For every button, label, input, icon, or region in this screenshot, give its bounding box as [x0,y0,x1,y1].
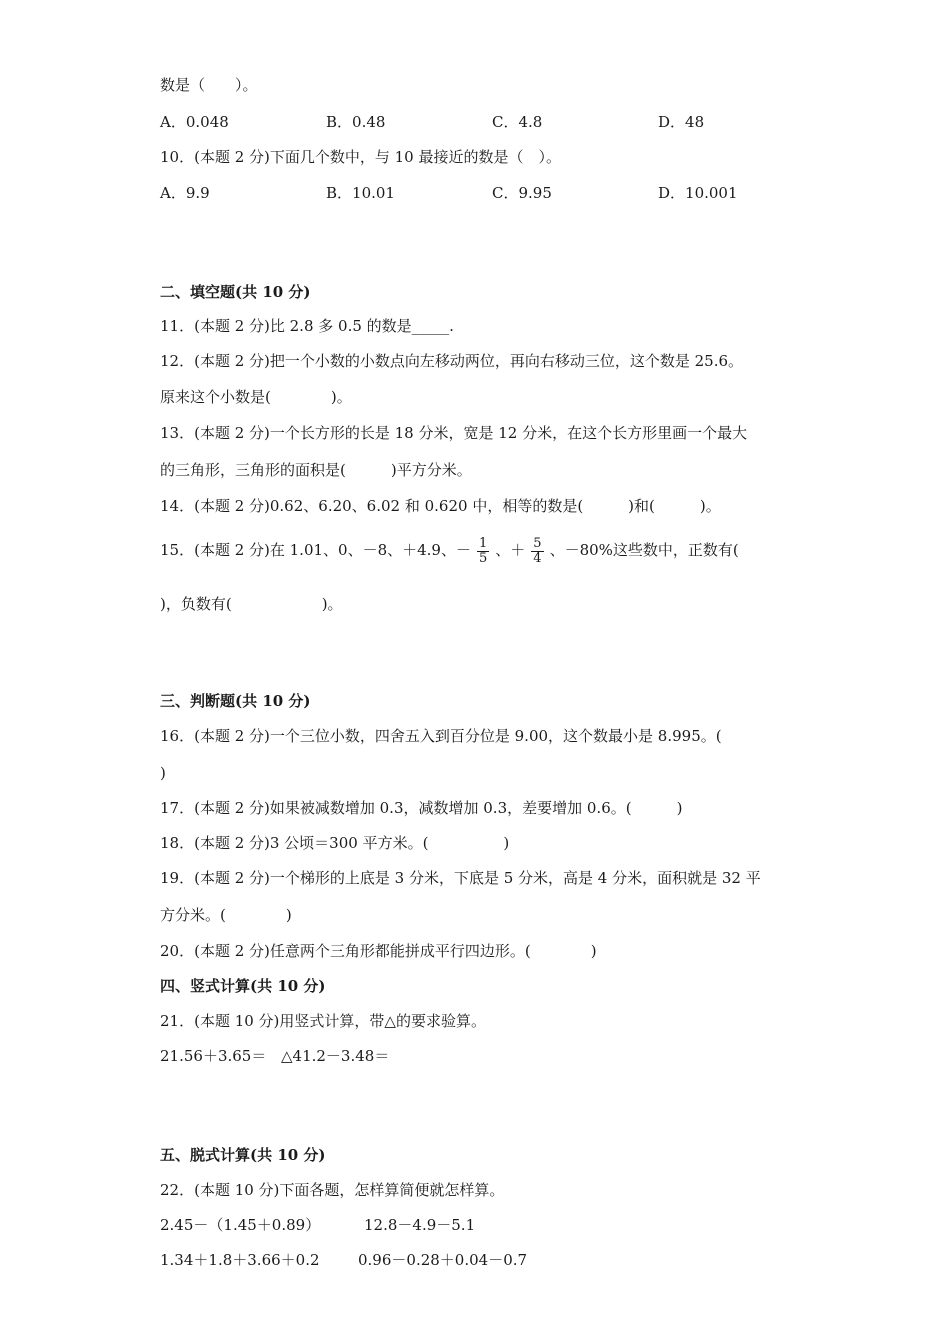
question-9-tail: 数是（ ）。 [160,76,258,94]
question-17: 17．(本题 2 分)如果被减数增加 0.3，减数增加 0.3，差要增加 0.6。( ) [160,799,683,817]
question-13-line-1: 13．(本题 2 分)一个长方形的长是 18 分米，宽是 12 分米，在这个长方形里画一个最大 [160,424,748,442]
question-20: 20．(本题 2 分)任意两个三角形都能拼成平行四边形。( ) [160,942,597,960]
fraction-denominator: 4 [533,550,542,566]
question-14: 14．(本题 2 分)0.62、6.20、6.02 和 0.620 中，相等的数是( )和( )。 [160,497,721,515]
fraction-denominator: 5 [478,550,488,566]
question-15-text-c: 、－80%这些数中，正数有( [549,541,739,559]
section-2-title: 二、填空题(共 10 分) [160,283,311,301]
question-15-line-2: )，负数有( )。 [160,595,343,613]
question-9-option-c: C．4.8 [492,113,543,131]
fraction-one-fifth [477,537,489,566]
calculation-2: △41.2－3.48＝ [281,1047,390,1065]
question-9-option-a: A．0.048 [160,113,229,131]
question-9-option-b: B．0.48 [326,113,386,131]
question-19-line-2: 方分米。( ) [160,906,292,924]
question-16-line-1: 16．(本题 2 分)一个三位小数，四舍五入到百分位是 9.00，这个数最小是 8.995。( [160,727,722,745]
fraction-five-fourths [531,537,543,566]
question-12-line-1: 12．(本题 2 分)把一个小数的小数点向左移动两位，再向右移动三位，这个数是 25.6。 [160,352,744,370]
question-18: 18．(本题 2 分)3 公顷＝300 平方米。( ) [160,834,510,852]
question-11: 11．(本题 2 分)比 2.8 多 0.5 的数是_____. [160,317,454,335]
expression-3: 1.34＋1.8＋3.66＋0.2 [160,1251,320,1269]
question-10-option-a: A．9.9 [160,184,210,202]
expression-4: 0.96－0.28＋0.04－0.7 [358,1251,528,1269]
section-4-title: 四、竖式计算(共 10 分) [160,977,326,995]
section-3-title: 三、判断题(共 10 分) [160,692,311,710]
fraction-numerator: 1 [478,535,488,551]
question-15-text-b: 、＋ [495,541,526,559]
question-16-line-2: ) [160,764,166,782]
question-13-line-2: 的三角形，三角形的面积是( )平方分米。 [160,461,472,479]
question-22: 22．(本题 10 分)下面各题，怎样算简便就怎样算。 [160,1181,505,1199]
expression-2: 12.8－4.9－5.1 [364,1216,476,1234]
fraction-numerator: 5 [533,535,542,551]
question-10-option-c: C．9.95 [492,184,552,202]
question-15-line-1 [160,530,739,570]
question-10-option-b: B．10.01 [326,184,395,202]
question-10-option-d: D．10.001 [658,184,738,202]
expression-1: 2.45－（1.45＋0.89） [160,1216,321,1234]
question-10-stem: 10．(本题 2 分)下面几个数中，与 10 最接近的数是（ ）。 [160,148,561,166]
question-9-option-d: D．48 [658,113,705,131]
section-5-title: 五、脱式计算(共 10 分) [160,1146,326,1164]
question-15-text-a: 15．(本题 2 分)在 1.01、0、－8、＋4.9、－ [160,541,471,559]
question-12-line-2: 原来这个小数是( )。 [160,388,352,406]
question-19-line-1: 19．(本题 2 分)一个梯形的上底是 3 分米，下底是 5 分米，高是 4 分米，面积就是 32 平 [160,869,761,887]
calculation-1: 21.56＋3.65＝ [160,1047,267,1065]
question-21: 21．(本题 10 分)用竖式计算，带△的要求验算。 [160,1012,486,1030]
